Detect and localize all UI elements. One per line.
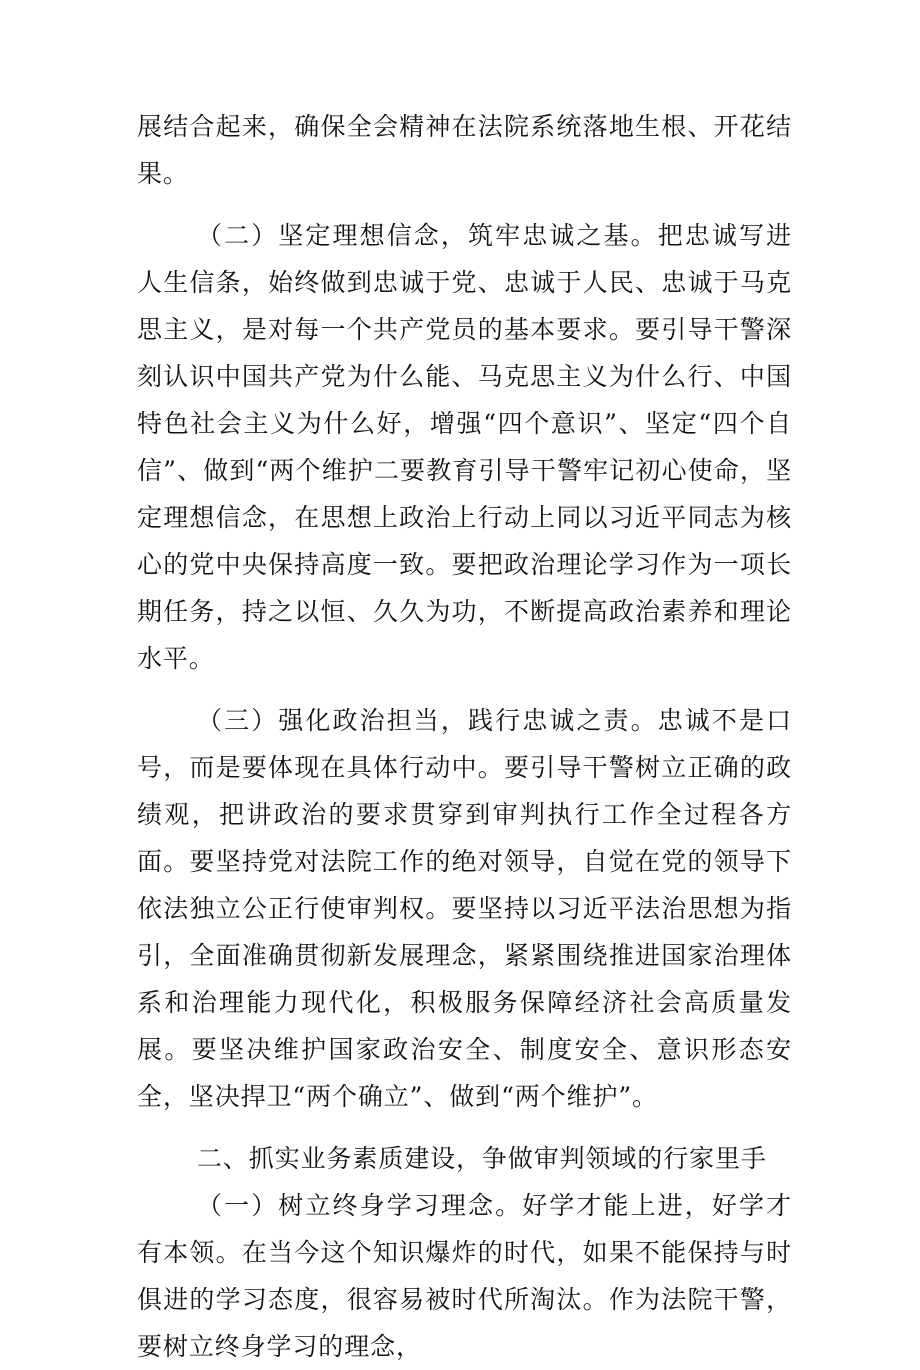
section-heading-professional-quality: 二、抓实业务素质建设，争做审判领域的行家里手 <box>197 1144 767 1173</box>
paragraph-continuation: 展结合起来，确保全会精神在法院系统落地生根、开花结果。 <box>137 112 792 188</box>
paragraph-lifelong-learning: （一）树立终身学习理念。好学才能上进，好学才有本领。在当今这个知识爆炸的时代，如果不能保持与时俱进的学习态度，很容易被时代所淘汰。作为法院干警，要树立终身学习的理念， <box>137 1191 792 1361</box>
paragraph-firm-ideals: （二）坚定理想信念，筑牢忠诚之基。把忠诚写进人生信条，始终做到忠诚于党、忠诚于人民、忠诚于马克思主义，是对每一个共产党员的基本要求。要引导干警深刻认识中国共产党为什么能、马克思主义为什么行、中国特色社会主义为什么好，增强“四个意识”、坚定“四个自信”、做到“两个维护二要教育引导干警牢记初心使命，坚定理想信念，在思想上政治上行动上同以习近平同志为核心的党中央保持高度一致。要把政治理论学习作为一项长期任务，持之以恒、久久为功，不断提高政治素养和理论水平。 <box>137 221 792 673</box>
paragraph-political-responsibility: （三）强化政治担当，践行忠诚之责。忠诚不是口号，而是要体现在具体行动中。要引导干警树立正确的政绩观，把讲政治的要求贯穿到审判执行工作全过程各方面。要坚持党对法院工作的绝对领导，自觉在党的领导下依法独立公正行使审判权。要坚持以习近平法治思想为指引，全面准确贯彻新发展理念，紧紧围绕推进国家治理体系和治理能力现代化，积极服务保障经济社会高质量发展。要坚决维护国家政治安全、制度安全、意识形态安全，坚决捍卫“两个确立”、做到“两个维护”。 <box>137 706 792 1111</box>
